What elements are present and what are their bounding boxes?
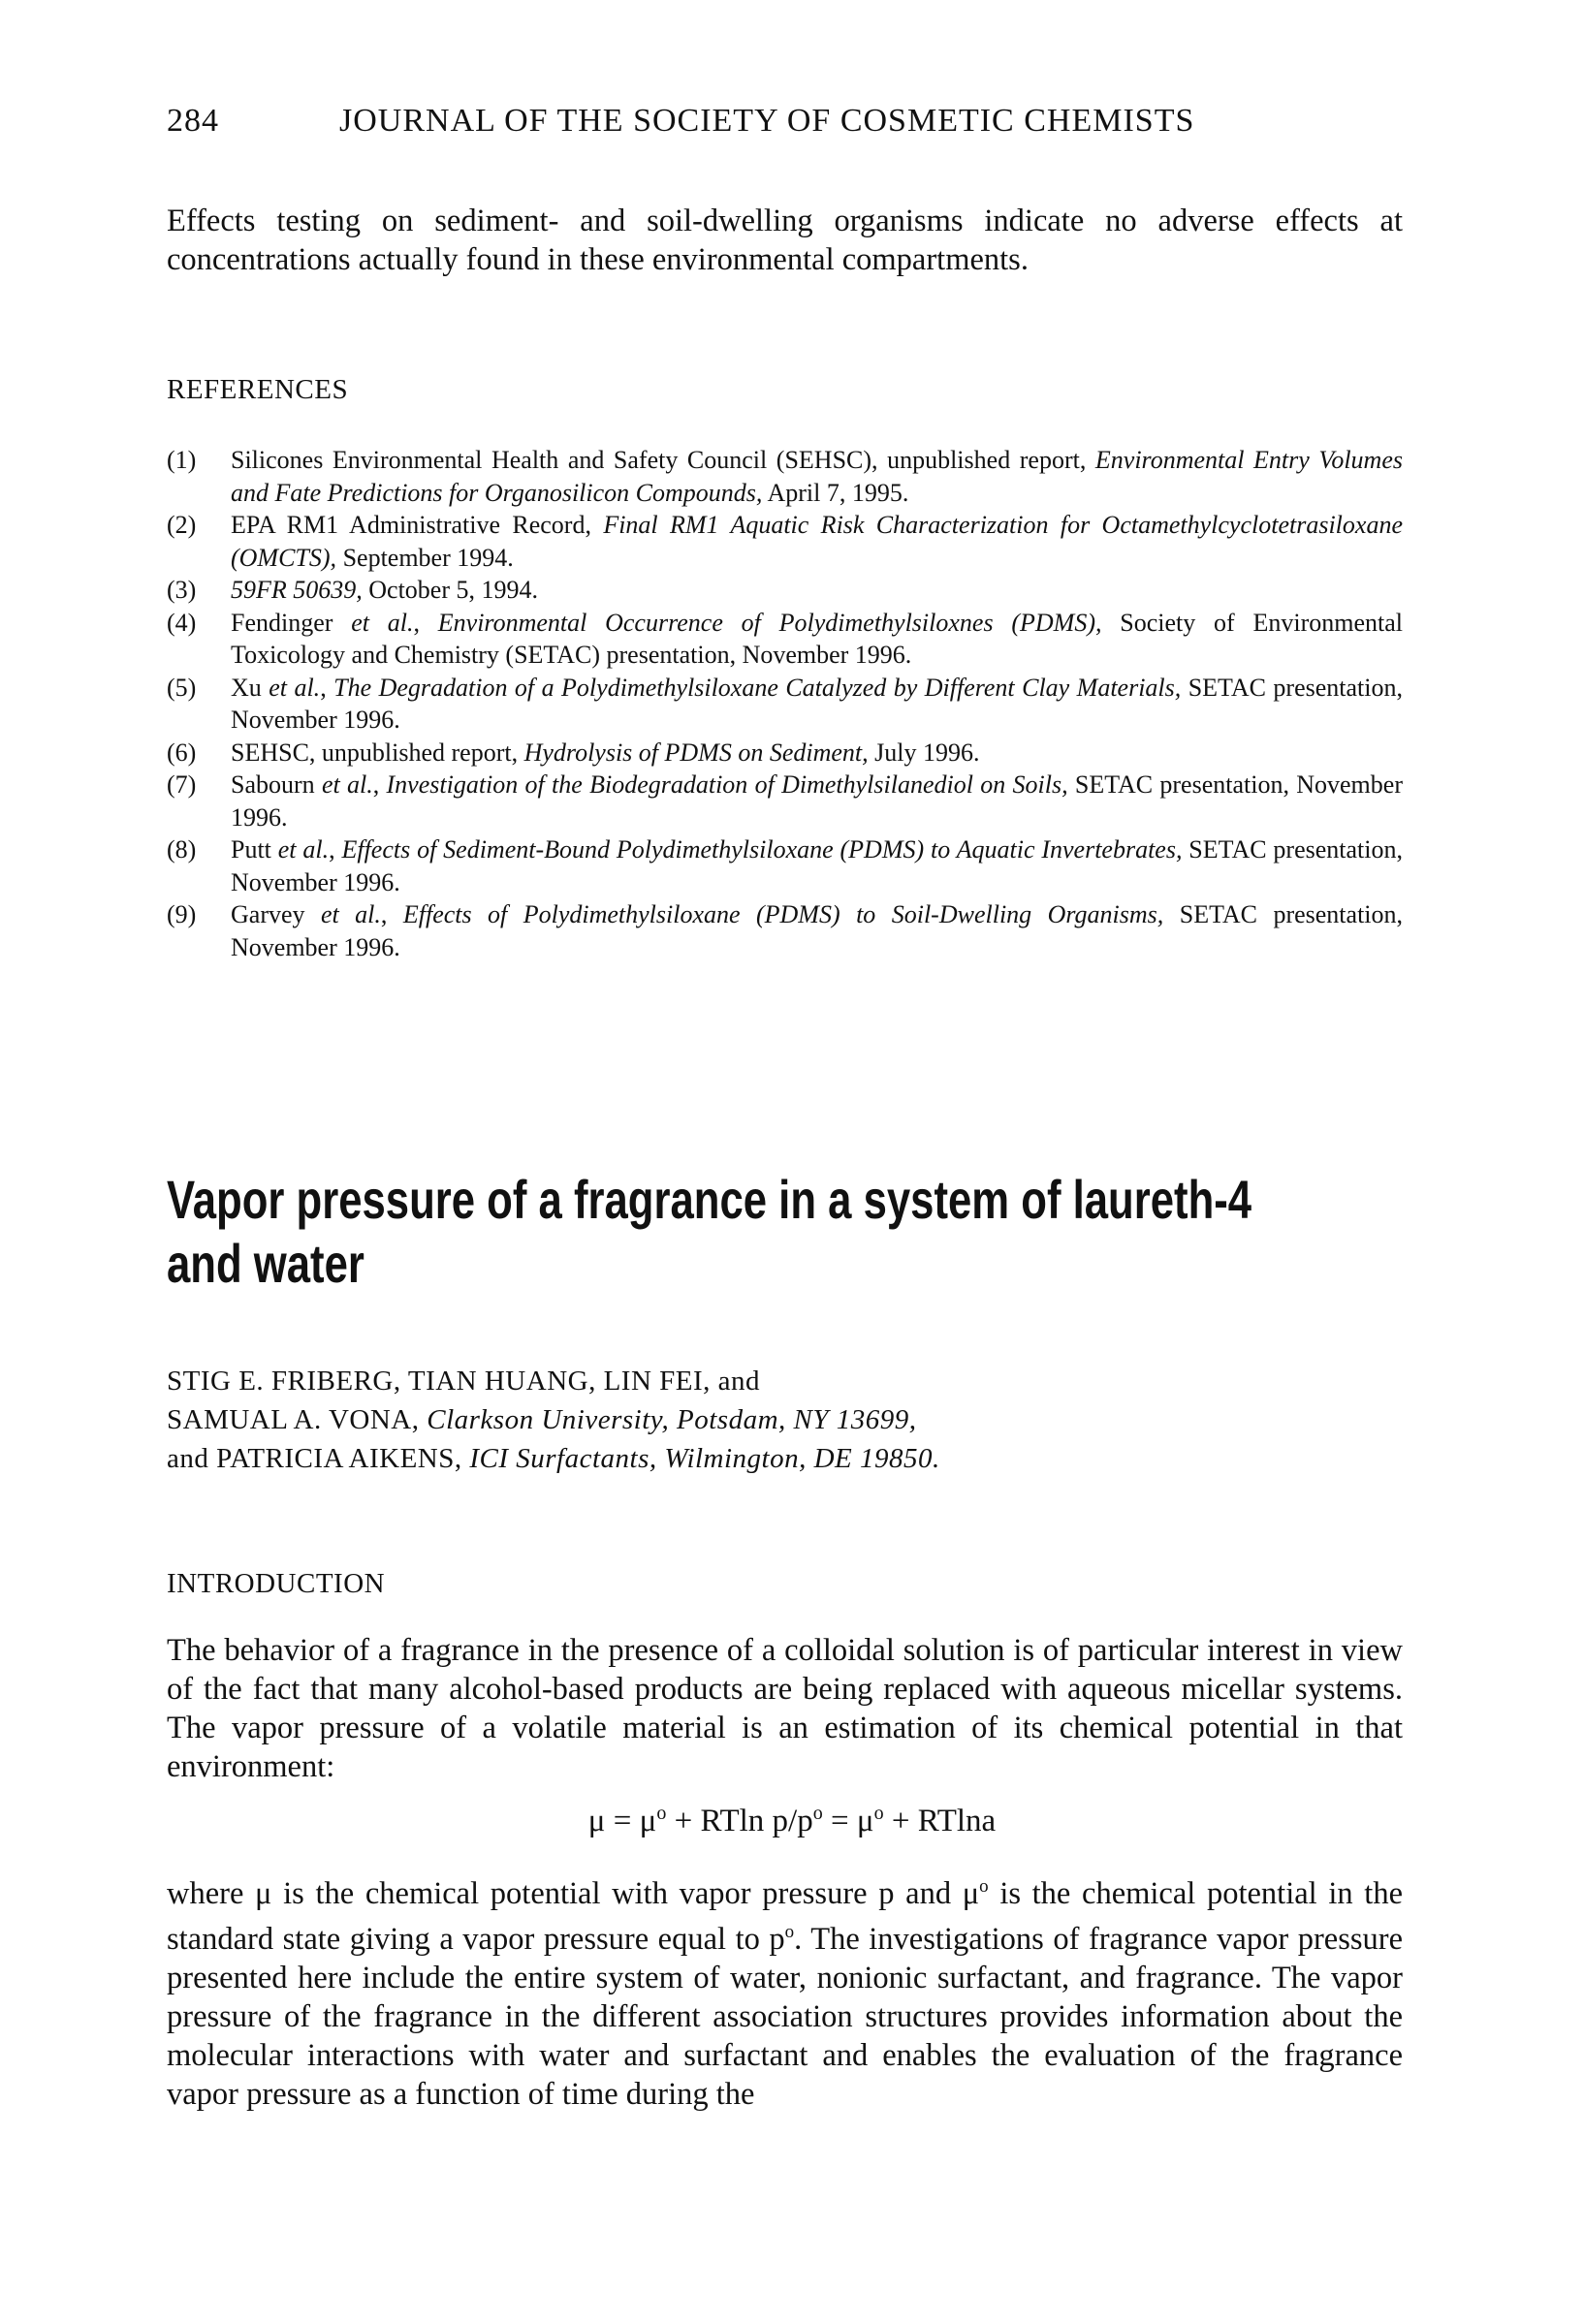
reference-etal: et al. (277, 835, 330, 864)
equation-superscript: o (656, 1803, 667, 1824)
reference-title: Hydrolysis of PDMS on Sediment, (523, 738, 869, 767)
reference-title: Environmental Occurrence of Polydimethylsiloxnes (PDMS), (437, 608, 1102, 637)
reference-title: 59FR 50639, (231, 576, 363, 604)
author-affiliation: ICI Surfactants, Wilmington, DE 19850. (469, 1443, 940, 1474)
reference-text: SETAC presentation, November 1996. (231, 770, 1403, 832)
reference-title: Environmental Entry Volumes and Fate Predictions for Organosilicon Compounds, (231, 446, 1403, 507)
reference-text: , (413, 608, 438, 637)
author-names: and PATRICIA AIKENS, (167, 1443, 470, 1474)
equation-operator: + (666, 1804, 701, 1838)
reference-text: October 5, 1994. (362, 576, 539, 604)
paragraph-text: where μ is the chemical potential with vapor pressure p and μ (167, 1875, 980, 1911)
references-heading: REFERENCES (167, 374, 349, 405)
superscript: o (784, 1921, 795, 1942)
equation-symbol: μ (639, 1804, 657, 1838)
introduction-paragraph: The behavior of a fragrance in the presence of a colloidal solution is of particular interest in view of the fact that many alcohol-based products are being replaced with aqueous micellar systems. The vapor pressure of a volatile material is an estimation of its chemical potential in that environment: (167, 1633, 1403, 1784)
reference-title: Investigation of the Biodegradation of Dimethylsilanediol on Soils, (386, 770, 1068, 799)
running-head (167, 103, 1417, 151)
reference-text: Silicones Environmental Health and Safety Council (SEHSC), unpublished report, (231, 446, 1095, 474)
reference-number: (4) (167, 608, 197, 637)
superscript: o (979, 1876, 989, 1897)
introduction-heading: INTRODUCTION (167, 1568, 386, 1599)
reference-item (167, 574, 1403, 607)
reference-text: SEHSC, unpublished report, (231, 738, 524, 767)
reference-text: SETAC presentation, November 1996. (231, 835, 1403, 896)
reference-item (167, 607, 1403, 672)
introduction-paragraph (167, 1868, 1403, 2114)
reference-item (167, 898, 1403, 963)
reference-number: (8) (167, 835, 197, 864)
reference-number: (2) (167, 511, 197, 539)
reference-etal: et al. (351, 608, 414, 637)
reference-text: Society of Environmental Toxicology and Chemistry (SETAC) presentation, November 1996. (231, 608, 1403, 669)
reference-list (167, 444, 1403, 963)
reference-text: SETAC presentation, November 1996. (231, 673, 1403, 734)
reference-number: (5) (167, 673, 197, 702)
chemical-potential-equation (0, 1803, 1584, 1839)
reference-text: Putt (231, 835, 278, 864)
reference-text: Fendinger (231, 608, 352, 637)
reference-text: September 1994. (336, 543, 514, 572)
reference-text: SETAC presentation, November 1996. (231, 900, 1404, 961)
reference-text: Xu (231, 673, 269, 702)
journal-title: JOURNAL OF THE SOCIETY OF COSMETIC CHEMISTS (339, 103, 1195, 139)
reference-item (167, 737, 1403, 769)
reference-item (167, 833, 1403, 898)
reference-item (167, 444, 1403, 509)
paragraph-text: . The investigations of fragrance vapor pressure presented here include the entire system of water, nonionic surfactant, and fragrance. The vapor pressure of the fragrance in the different association structures provides information about the molecular interactions with water and surfactant and enables the evaluation of the fragrance vapor pressure as a function of time during the (167, 1921, 1404, 2112)
reference-etal: et al. (321, 770, 373, 799)
closing-paragraph: Effects testing on sediment- and soil-dwelling organisms indicate no adverse effects at concentrations actually found in these environmental compartments. (167, 204, 1403, 277)
equation-operator: + (883, 1804, 918, 1838)
equation-superscript: o (812, 1803, 823, 1824)
reference-etal: et al. (320, 900, 381, 928)
reference-text: EPA RM1 Administrative Record, (231, 511, 604, 539)
reference-number: (1) (167, 446, 197, 474)
reference-text: , (329, 835, 342, 864)
page-number: 284 (167, 103, 219, 139)
reference-title: Final RM1 Aquatic Risk Characterization for Octamethylcyclotetrasiloxane (OMCTS), (231, 511, 1403, 572)
reference-etal: et al. (269, 673, 321, 702)
reference-item (167, 509, 1403, 574)
equation-operator: = (605, 1804, 640, 1838)
equation-term: RTln p/p (700, 1804, 813, 1838)
reference-title: Effects of Polydimethylsiloxane (PDMS) to Soil-Dwelling Organisms, (402, 900, 1164, 928)
reference-number: (7) (167, 770, 197, 799)
author-line (167, 1400, 1403, 1439)
author-names: SAMUAL A. VONA, (167, 1404, 428, 1435)
equation-symbol: μ (856, 1804, 874, 1838)
author-block (167, 1362, 1403, 1478)
reference-item (167, 672, 1403, 737)
reference-text: Garvey (231, 900, 321, 928)
reference-text: July 1996. (868, 738, 980, 767)
reference-text: , (320, 673, 334, 702)
reference-item (167, 769, 1403, 833)
paragraph-text: is the chemical potential in the standard state giving a vapor pressure equal to p (167, 1875, 1403, 1957)
reference-number: (9) (167, 900, 197, 928)
equation-superscript: o (873, 1803, 884, 1824)
reference-title: The Degradation of a Polydimethylsiloxane Catalyzed by Different Clay Materials, (333, 673, 1182, 702)
article-title-line: Vapor pressure of a fragrance in a system of laureth-4 (167, 1169, 1252, 1230)
reference-title: Effects of Sediment-Bound Polydimethylsiloxane (PDMS) to Aquatic Invertebrates, (341, 835, 1183, 864)
article-title-line: and water (167, 1233, 364, 1294)
reference-text: , (380, 900, 403, 928)
reference-text: Sabourn (231, 770, 322, 799)
equation-term: RTlna (917, 1804, 997, 1838)
article-title (167, 1168, 1407, 1296)
reference-text: , (372, 770, 387, 799)
reference-text: April 7, 1995. (762, 478, 909, 507)
reference-number: (3) (167, 576, 197, 604)
equation-operator: = (822, 1804, 857, 1838)
author-affiliation: Clarkson University, Potsdam, NY 13699, (427, 1404, 917, 1435)
reference-number: (6) (167, 738, 197, 767)
author-line (167, 1439, 1403, 1478)
equation-symbol: μ (587, 1804, 606, 1838)
author-line: STIG E. FRIBERG, TIAN HUANG, LIN FEI, and (167, 1366, 761, 1397)
